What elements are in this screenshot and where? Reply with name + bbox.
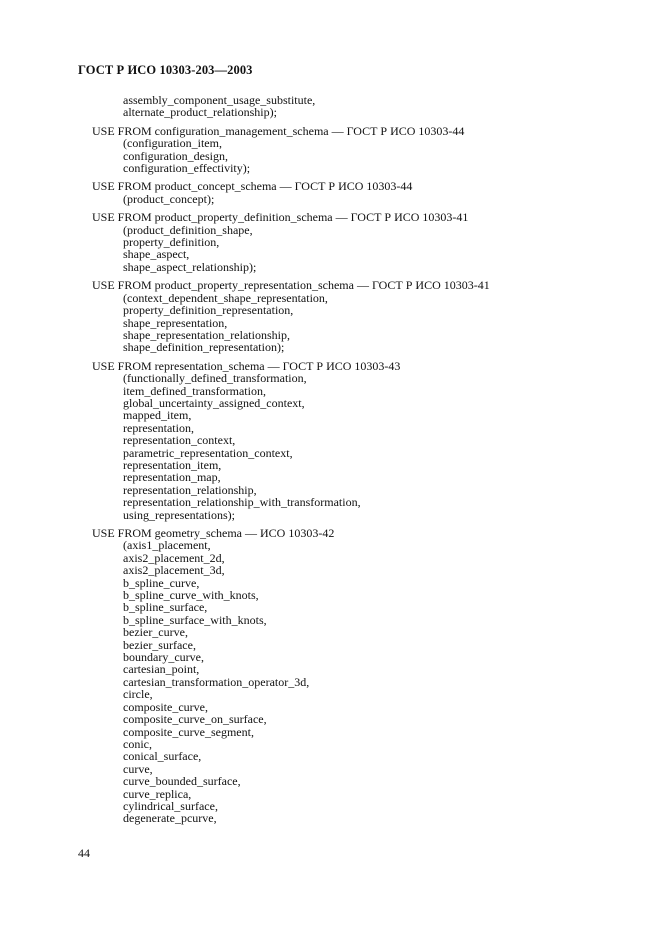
use-from-statement: USE FROM product_property_definition_schema — ГОСТ Р ИСО 10303-41: [92, 210, 469, 225]
entity-item: degenerate_pcurve,: [123, 811, 217, 826]
entity-item: cartesian_transformation_operator_3d,: [123, 674, 310, 689]
entity-item: representation_item,: [123, 457, 222, 472]
use-from-block: [0, 125, 661, 175]
entity-item: b_spline_curve,: [123, 575, 200, 590]
entity-item: conic,: [123, 736, 152, 751]
entity-item: (configuration_item,: [123, 136, 222, 151]
entity-item: representation_context,: [123, 433, 236, 448]
entity-item: representation_relationship_with_transformation,: [123, 495, 361, 510]
entity-item: shape_definition_representation);: [123, 340, 285, 355]
entity-item: (axis1_placement,: [123, 538, 211, 553]
use-from-statement: USE FROM representation_schema — ГОСТ Р ИСО 10303-43: [92, 358, 401, 373]
schema-listing: [0, 94, 661, 831]
entity-item: cylindrical_surface,: [123, 798, 218, 813]
entity-item: shape_aspect_relationship);: [123, 259, 257, 274]
entity-item: global_uncertainty_assigned_context,: [123, 395, 305, 410]
use-from-statement: USE FROM product_property_representation_schema — ГОСТ Р ИСО 10303-41: [92, 278, 490, 293]
entity-item: b_spline_surface,: [123, 600, 208, 615]
entity-item: curve_replica,: [123, 786, 192, 801]
use-from-statement: USE FROM product_concept_schema — ГОСТ Р ИСО 10303-44: [92, 179, 413, 194]
entity-item: axis2_placement_2d,: [123, 550, 225, 565]
entity-item: parametric_representation_context,: [123, 445, 293, 460]
entity-item: boundary_curve,: [123, 650, 204, 665]
use-from-statement: USE FROM configuration_management_schema — ГОСТ Р ИСО 10303-44: [92, 123, 465, 138]
entity-item: circle,: [123, 687, 153, 702]
entity-item: representation_map,: [123, 470, 221, 485]
entity-item: configuration_effectivity);: [123, 161, 251, 176]
page-number: 44: [78, 846, 90, 860]
use-from-block: [0, 279, 661, 353]
entity-item: shape_representation_relationship,: [123, 327, 290, 342]
entity-item: bezier_curve,: [123, 625, 188, 640]
entity-item: shape_representation,: [123, 315, 228, 330]
entity-item: cartesian_point,: [123, 662, 200, 677]
entity-item: representation,: [123, 420, 194, 435]
use-from-blocks: [0, 125, 661, 825]
use-from-block: [0, 527, 661, 825]
entity-item: (product_concept);: [123, 191, 215, 206]
entity-item: curve,: [123, 761, 153, 776]
entity-item: configuration_design,: [123, 148, 228, 163]
entity-item: b_spline_surface_with_knots,: [123, 612, 267, 627]
entity-item: axis2_placement_3d,: [123, 563, 225, 578]
entity-item: shape_aspect,: [123, 247, 190, 262]
entity-item: b_spline_curve_with_knots,: [123, 588, 259, 603]
use-from-block: [0, 180, 661, 205]
continuation-block: [0, 94, 661, 119]
use-from-statement: USE FROM geometry_schema — ИСО 10303-42: [92, 526, 335, 540]
continuation-line: alternate_product_relationship);: [123, 105, 277, 120]
entity-item: conical_surface,: [123, 749, 202, 764]
entity-item: using_representations);: [123, 507, 235, 522]
entity-item: (context_dependent_shape_representation,: [123, 290, 328, 305]
entity-item: property_definition,: [123, 235, 220, 250]
entity-item: (product_definition_shape,: [123, 222, 253, 237]
entity-item: composite_curve_segment,: [123, 724, 254, 739]
entity-item: property_definition_representation,: [123, 303, 294, 318]
entity-item: (functionally_defined_transformation,: [123, 371, 307, 386]
entity-item: curve_bounded_surface,: [123, 774, 241, 789]
entity-item: bezier_surface,: [123, 637, 196, 652]
page-header: ГОСТ Р ИСО 10303-203—2003: [78, 63, 253, 77]
entity-item: representation_relationship,: [123, 482, 257, 497]
continuation-line: assembly_component_usage_substitute,: [123, 93, 316, 107]
use-from-block: [0, 360, 661, 521]
entity-item: item_defined_transformation,: [123, 383, 266, 398]
entity-item: composite_curve,: [123, 699, 208, 714]
entity-item: mapped_item,: [123, 408, 192, 423]
entity-item: composite_curve_on_surface,: [123, 712, 267, 727]
use-from-block: [0, 211, 661, 273]
